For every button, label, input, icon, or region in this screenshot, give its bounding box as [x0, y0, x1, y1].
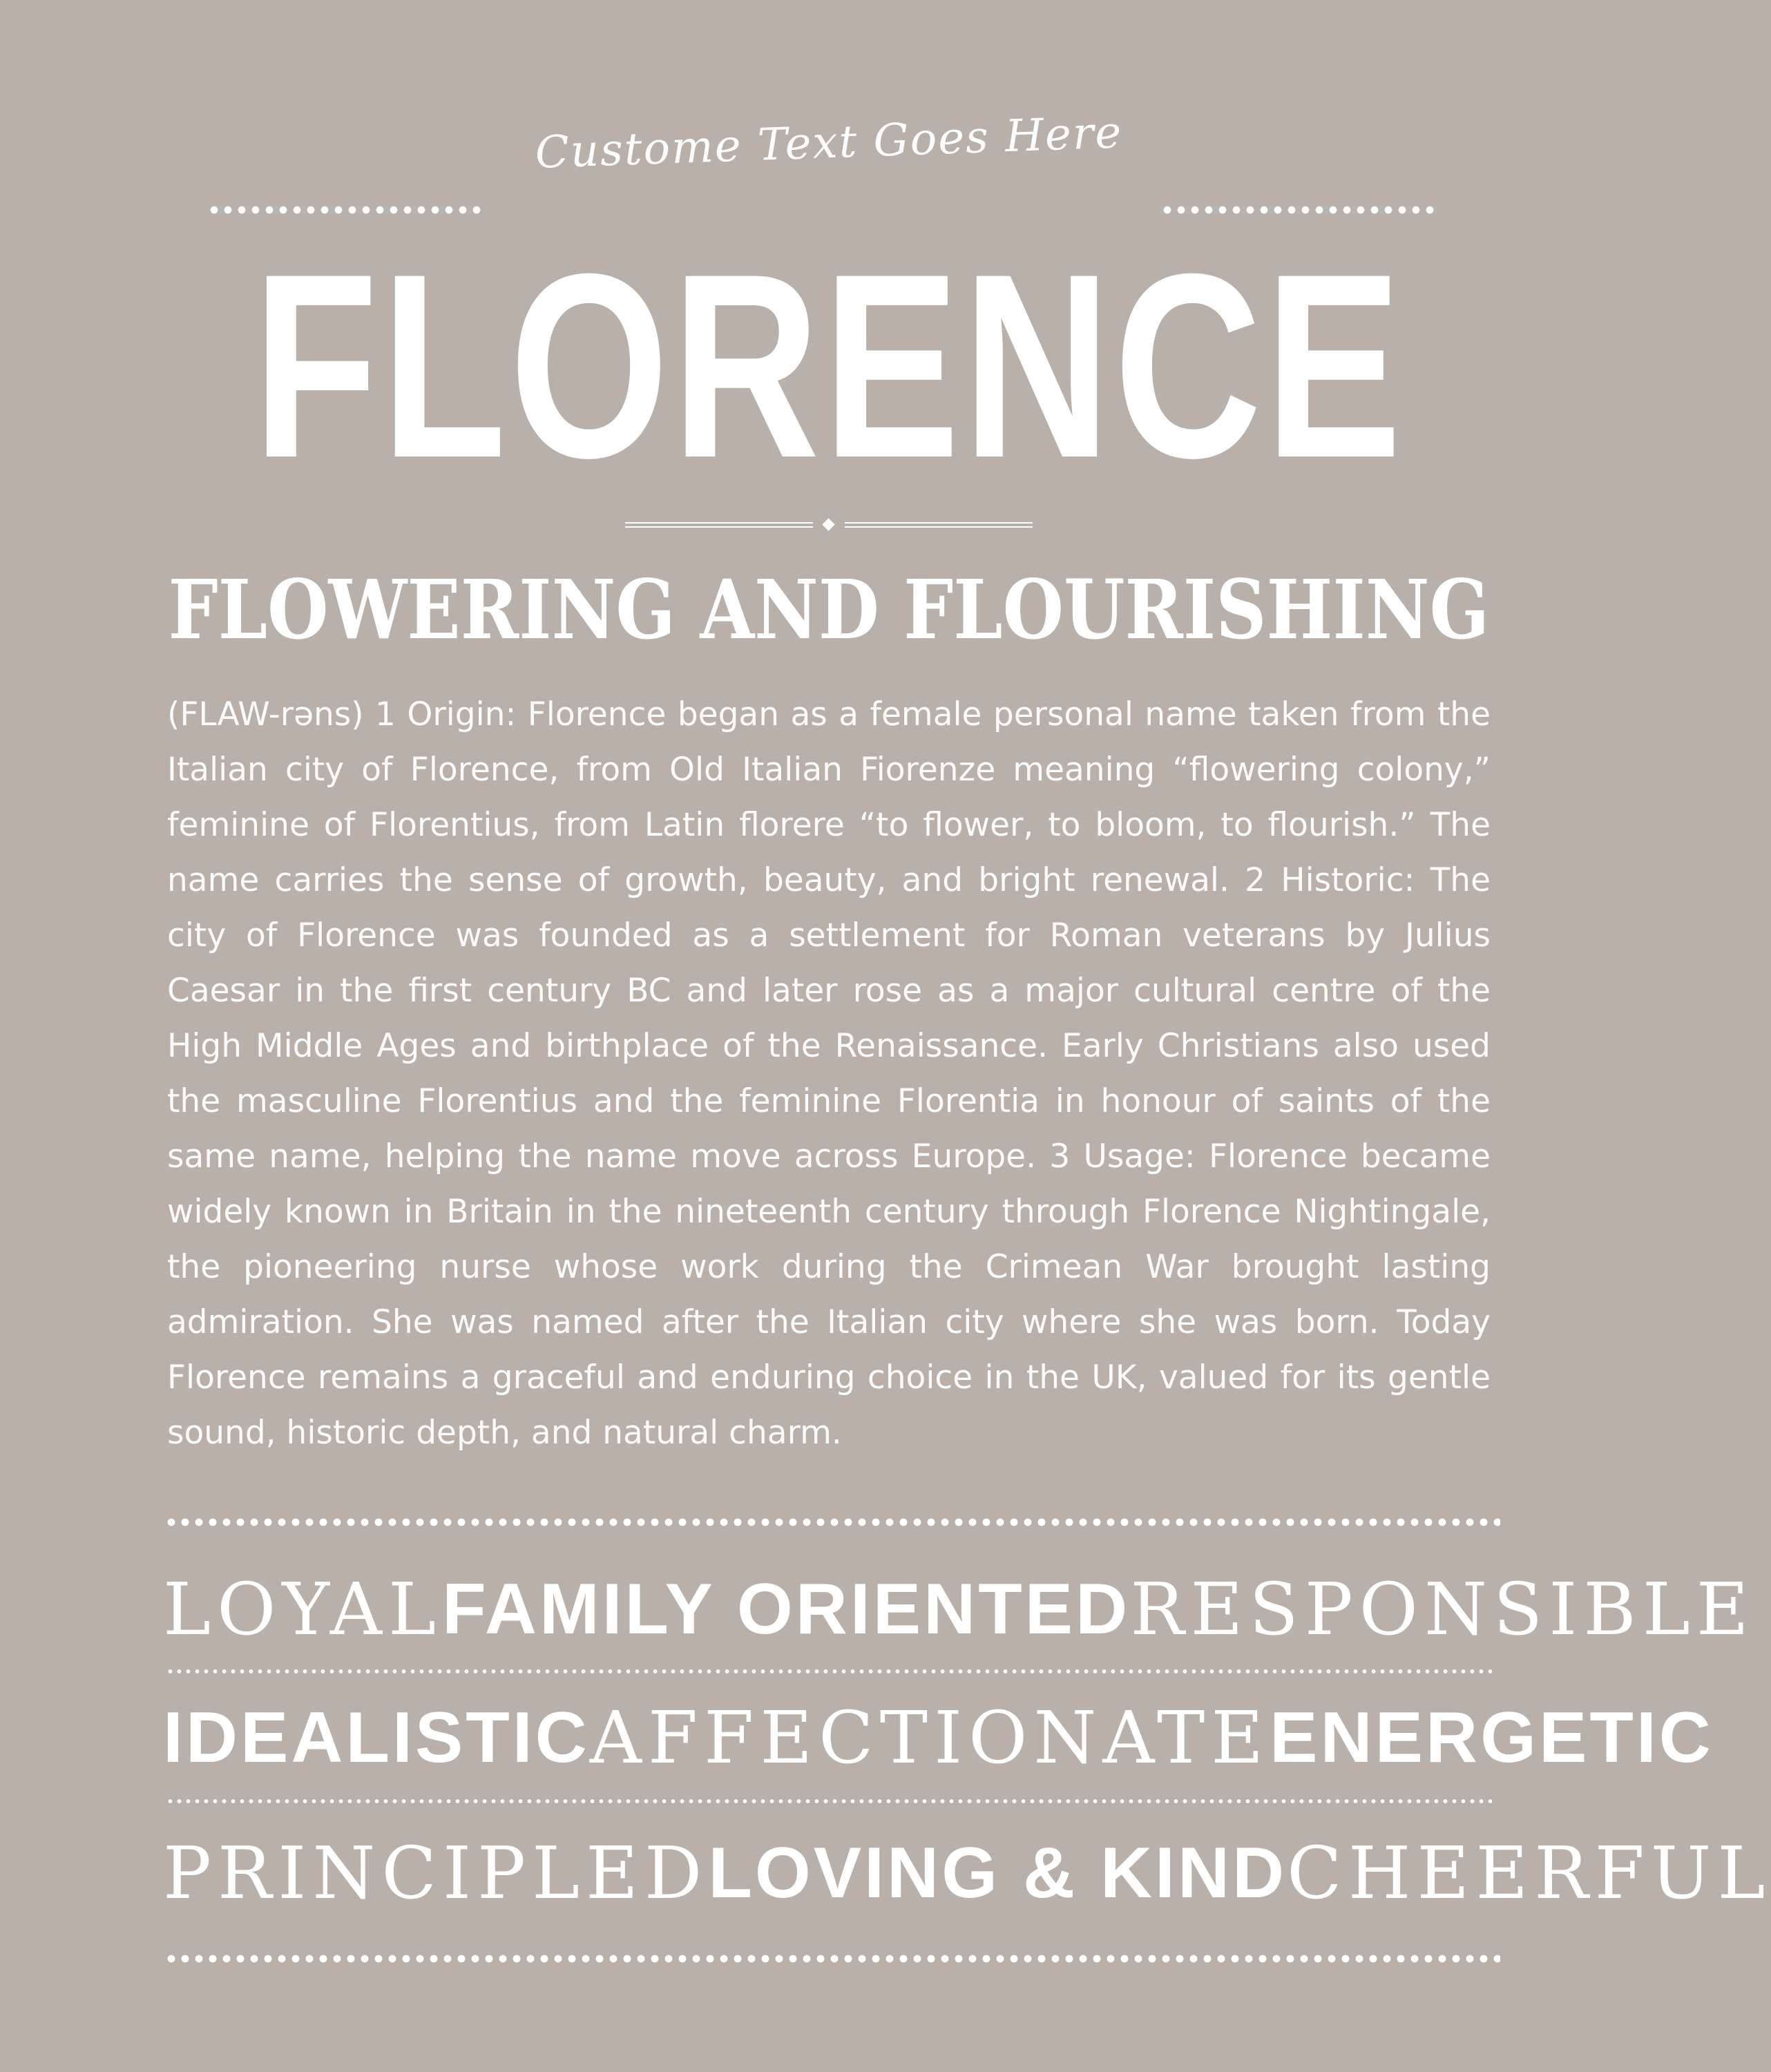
trait: FAMILY ORIENTED — [442, 1569, 1131, 1649]
trait: LOYAL — [163, 1567, 443, 1651]
trait: ENERGETIC — [1270, 1698, 1714, 1778]
trait: RESPONSIBLE — [1130, 1567, 1755, 1651]
dotted-separator-bottom — [164, 1953, 1500, 1964]
trait: LOVING & KIND — [708, 1833, 1287, 1913]
name-meaning: FLOWERING AND FLOURISHING — [168, 562, 1490, 658]
dotted-separator-top — [164, 1517, 1500, 1528]
diamond-ornament-icon — [822, 518, 834, 530]
dotted-separator-thin — [166, 1669, 1492, 1674]
custom-script-text: Custome Text Goes Here — [534, 107, 1124, 179]
traits-row-1 — [163, 1561, 1755, 1658]
traits-row-2 — [163, 1689, 1714, 1786]
trait: AFFECTIONATE — [589, 1696, 1270, 1780]
trait: PRINCIPLED — [163, 1831, 709, 1915]
divider-line-right — [845, 522, 1033, 528]
trait: CHEERFUL — [1287, 1831, 1771, 1915]
top-dotted-rule-left — [207, 204, 484, 215]
trait: IDEALISTIC — [163, 1698, 590, 1778]
name-definition: (FLAW-rəns) 1 Origin: Florence began as a female personal name taken from the Italian city of Florence, from Old Italian Fiorenze meaning “flowering colony,” feminine of Florentius, from Latin florere “to flower, to bloom, to flourish.” The name carries the sense of growth, beauty, and bright renewal. 2 Historic: The city of Florence was founded as a settlement for Roman veterans by Julius Caesar in the first century BC and later rose as a major cultural centre of the High Middle Ages and birthplace of the Renaissance. Early Christians also used the masculine Florentius and the feminine Florentia in honour of saints of the same name, helping the name move across Europe. 3 Usage: Florence became widely known in Britain in the nineteenth century through Florence Nightingale, the pioneering nurse whose work during the Crimean War brought lasting admiration. She was named after the Italian city where she was born. Today Florence remains a graceful and enduring choice in the UK, valued for its gentle sound, historic depth, and natural charm. — [167, 696, 1491, 1452]
name-title: FLORENCE — [253, 219, 1405, 512]
dotted-separator-thin — [166, 1798, 1492, 1804]
title-divider — [625, 519, 1033, 533]
traits-row-3 — [163, 1825, 1771, 1921]
top-dotted-rule-right — [1160, 204, 1437, 215]
divider-line-left — [625, 522, 813, 528]
